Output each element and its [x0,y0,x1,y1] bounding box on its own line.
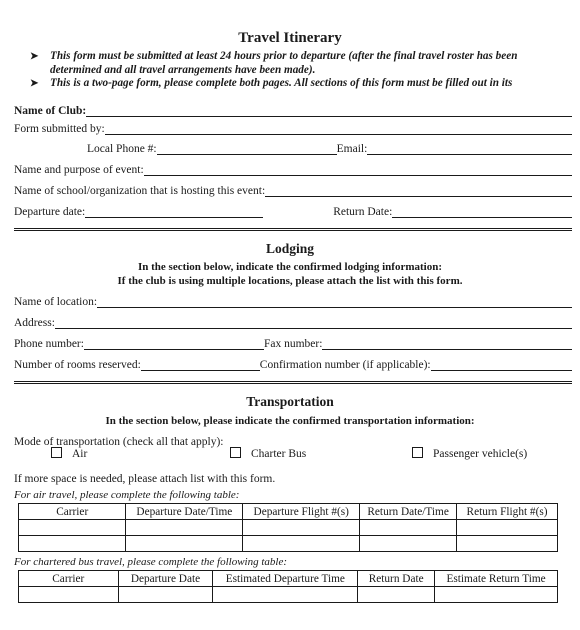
departure-date-label: Departure date: [14,206,86,218]
transportation-note: In the section below, please indicate the confirmed transportation information: [105,415,475,427]
table-cell[interactable] [243,536,360,552]
event-purpose-field[interactable] [144,164,572,176]
table-cell[interactable] [360,536,457,552]
mode-label: Mode of transportation (check all that apply): [14,436,224,448]
email-field[interactable] [367,143,572,155]
submitted-by-field[interactable] [105,123,572,135]
bus-instruction: For chartered bus travel, please complete the following table: [14,556,288,568]
dates-row [14,202,572,218]
table-cell[interactable] [19,520,126,536]
arrow-bullet-icon: ➤ [30,78,39,89]
option-charter-bus[interactable] [230,447,306,460]
table-cell[interactable] [118,587,213,603]
column-header: Return Flight #(s) [457,504,558,520]
submitted-by-label: Form submitted by: [14,123,105,135]
instruction-text: This is a two-page form, please complete both pages. All sections of this form must be filled out in its [50,77,513,89]
lodging-phone-label: Phone number: [14,338,84,350]
lodging-note-line: If the club is using multiple locations, please attach the list with this form. [117,275,463,287]
lodging-heading: Lodging [265,241,315,256]
fax-label: Fax number: [263,338,323,350]
event-purpose-label: Name and purpose of event: [14,164,144,176]
option-passenger-vehicle[interactable] [412,447,527,460]
return-date-label: Return Date: [333,206,393,218]
column-header: Departure Date [118,571,213,587]
checkbox[interactable] [51,447,62,458]
column-header: Return Date [358,571,435,587]
air-travel-table [18,503,558,552]
arrow-bullet-icon: ➤ [30,51,39,62]
page-title: Travel Itinerary [238,30,342,46]
confirmation-field[interactable] [431,359,572,371]
submitted-by-row [14,119,572,135]
option-label: Passenger vehicle(s) [433,448,528,460]
table-cell[interactable] [126,520,243,536]
table-header-row [19,504,558,520]
table-cell[interactable] [243,520,360,536]
instructions [30,50,570,91]
table-row [19,536,558,552]
mode-row [14,432,572,448]
club-name-row [14,101,572,117]
return-date-field[interactable] [392,206,572,218]
option-air[interactable] [51,447,87,460]
departure-date-field[interactable] [85,206,263,218]
table-cell[interactable] [435,587,558,603]
table-row [19,520,558,536]
table-cell[interactable] [457,536,558,552]
more-space-row [14,469,572,485]
table-row [19,587,558,603]
column-header: Departure Date/Time [126,504,243,520]
address-label: Address: [14,317,55,329]
table-cell[interactable] [457,520,558,536]
column-header: Departure Flight #(s) [243,504,360,520]
lodging-note-line: In the section below, indicate the confirmed lodging information: [137,261,443,273]
instruction-item [30,77,570,91]
column-header: Carrier [19,571,119,587]
fax-field[interactable] [322,338,572,350]
local-phone-field[interactable] [157,143,337,155]
local-phone-label: Local Phone #: [87,143,157,155]
table-cell[interactable] [213,587,358,603]
rooms-row [14,355,572,371]
rooms-label: Number of rooms reserved: [14,359,141,371]
section-divider [14,381,572,384]
column-header: Return Date/Time [360,504,457,520]
rooms-field[interactable] [141,359,260,371]
column-header: Estimated Departure Time [213,571,358,587]
section-divider [14,228,572,231]
location-field[interactable] [97,296,572,308]
checkbox[interactable] [412,447,423,458]
host-row [14,181,572,197]
table-cell[interactable] [19,587,119,603]
location-row [14,292,572,308]
bus-travel-table [18,570,558,603]
location-label: Name of location: [14,296,98,308]
address-field[interactable] [55,317,572,329]
event-purpose-row [14,160,572,176]
instruction-item [30,50,570,77]
host-label: Name of school/organization that is hosting this event: [14,185,266,197]
lodging-phone-field[interactable] [84,338,264,350]
lodging-note [0,260,580,288]
phone-email-row [87,139,572,155]
table-cell[interactable] [19,536,126,552]
table-cell[interactable] [126,536,243,552]
club-name-field[interactable] [86,105,572,117]
confirmation-label: Confirmation number (if applicable): [259,359,431,371]
club-name-label: Name of Club: [14,105,87,117]
email-label: Email: [336,143,368,155]
table-cell[interactable] [360,520,457,536]
transportation-heading: Transportation [246,394,334,409]
option-label: Charter Bus [251,448,307,460]
instruction-text: This form must be submitted at least 24 hours prior to departure (after the final travel roster has been determined and all travel arrangements have been made). [50,50,518,76]
address-row [14,313,572,329]
air-instruction: For air travel, please complete the following table: [14,489,240,501]
host-field[interactable] [265,185,572,197]
checkbox[interactable] [230,447,241,458]
phone-fax-row [14,334,572,350]
table-header-row [19,571,558,587]
option-label: Air [72,448,88,460]
table-cell[interactable] [358,587,435,603]
column-header: Estimate Return Time [435,571,558,587]
more-space-note: If more space is needed, please attach list with this form. [14,473,276,485]
column-header: Carrier [19,504,126,520]
